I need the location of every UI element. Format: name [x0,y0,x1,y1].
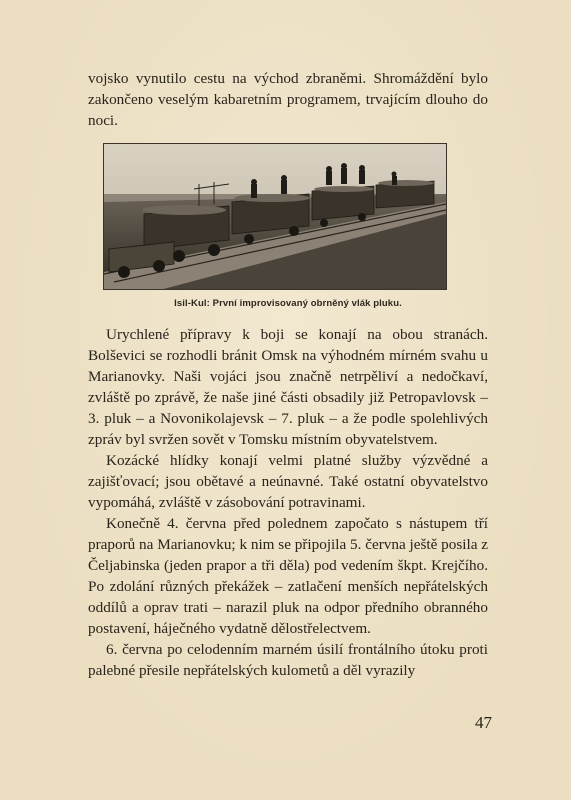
photo-caption: Isil-Kul: První improvisovaný obrněný vlák pluku. [174,298,402,309]
intro-paragraph [88,68,488,131]
armored-train-photo [103,143,447,290]
paragraph: 6. června po celodenním marném úsilí frontálního útoku proti palebné přesile nepřátelských kulometů a děl vyrazily [88,641,488,679]
photo-illustration [104,144,446,289]
paragraph: Urychlené přípravy k boji se konají na obou stranách. Bolševici se rozhodli bránit Omsk na výhodném mírném svahu u Marianovky. Naši vojáci jsou značně netrpěliví a nedočkaví, zvláště po zprávě, že naše jiné části obsadily již Petropavlovsk – 3. pluk – a Novonikolajevsk – 7. pluk – a že podle spolehlivých zpráv byl svržen sovět v Tomsku místním obyvatelstvem. [88,326,488,448]
intro-text: vojsko vynutilo cestu na východ zbraněmi. Shromáždění bylo zakončeno veselým kabaretním programem, trvajícím dlouho do noci. [88,70,488,129]
paragraph: Kozácké hlídky konají velmi platné služby výzvědné a zajišťovací; jsou obětavé a neúnavné. Také ostatní obyvatelstvo vypomáhá, zvláště v zásobování potravinami. [88,452,488,511]
page-number: 47 [475,713,492,732]
body-text [88,324,488,681]
paragraph: Konečně 4. června před polednem započato s nástupem tří praporů na Marianovku; k nim se připojila 5. června ještě posila z Čeljabinska (jeden prapor a tři děla) pod vedením škpt. Krejčího. Po zdolání různých překážek – zatlačení menších nepřátelských oddílů a oprav trati – narazil pluk na odpor předního obranného postavení, háječného vydatně dělostřelectvem. [88,515,488,637]
